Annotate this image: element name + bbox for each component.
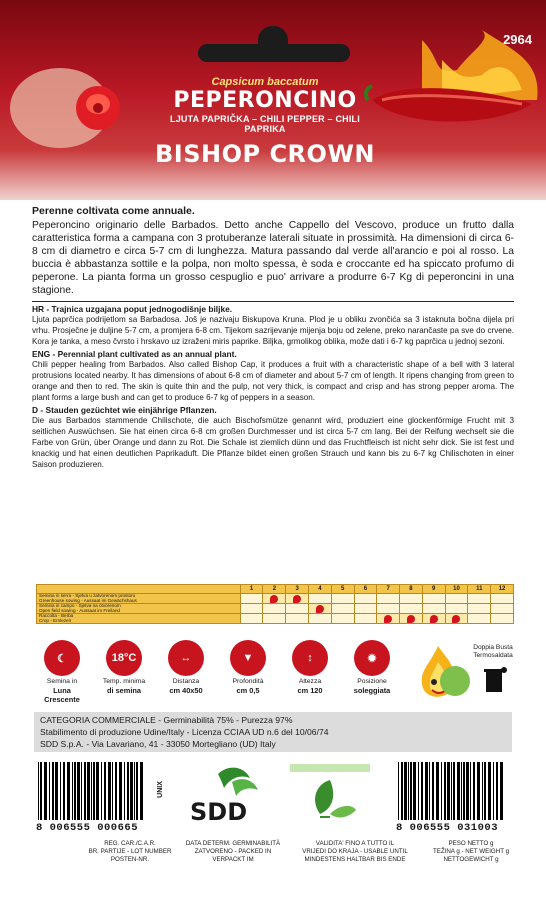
german-body: Die aus Barbados stammende Chilischote, die auch Bischofsmütze genannt wird, produziert eine glockenförmige Frucht mit 3 seitlichen Auswüchsen. Sie hat einen circa 6-8 cm großen Durchmesser und ist circa 5-7 cm lang. Bei der Reifung wechselt sie die Farbe von Grün, über Orange und dann zu Rot. Die Schale ist ziemlich dünn und das Fruchtfleisch ist nicht sehr dick. Sie ist fest und knackig und hat einen deutlichen Paprikaduft. Die Pflanze bildet einen großen Strauch und kann bis zu 6-7 kg Chilischoten in einer Saison produzieren. [32, 416, 514, 469]
hanger-slot [198, 44, 350, 62]
calendar-cell [377, 594, 400, 604]
spacing-icon: ↔ [168, 640, 204, 676]
calendar-month: 8 [400, 585, 423, 594]
barcode-bar [119, 762, 122, 820]
icon-value: cm 40x50 [169, 686, 203, 695]
calendar-cell [468, 604, 491, 614]
sun-icon: ✹ [354, 640, 390, 676]
calendar-month: 3 [286, 585, 309, 594]
icon-caption: Posizione [357, 678, 387, 685]
calendar-cell [240, 594, 263, 604]
barcode-bar [484, 762, 486, 820]
barcode-bar [488, 762, 491, 820]
growing-info-item [162, 640, 210, 695]
barcode-bar [127, 762, 129, 820]
calendar-row-label: Semina in serra - Sjetva u zatvorenom prostoru Greenhouse sowing - Aussaat im Gewächshaus [37, 594, 241, 604]
calendar-cell [491, 614, 514, 624]
calendar-month: 12 [491, 585, 514, 594]
calendar-cell [309, 604, 332, 614]
growing-info-item [38, 640, 86, 704]
calendar-cell [445, 604, 468, 614]
product-code: 2964 [503, 32, 532, 47]
barcode-bar [38, 762, 39, 820]
calendar-cell [468, 614, 491, 624]
chili-icon [293, 595, 301, 603]
calendar-month: 5 [331, 585, 354, 594]
growing-info-item [224, 640, 272, 695]
barcode-bar [496, 762, 498, 820]
barcode-bar [52, 762, 54, 820]
chili-icon [270, 595, 278, 603]
trash-bin-icon [480, 664, 510, 696]
barcode-bar [477, 762, 480, 820]
barcode-bar [96, 762, 99, 820]
icon-value: soleggiata [353, 686, 391, 695]
calendar-cell [400, 604, 423, 614]
calendar-cell [240, 604, 263, 614]
icon-caption: Temp. minima [102, 678, 146, 685]
barcode-bar [401, 762, 403, 820]
calendar-cell [354, 604, 377, 614]
calendar-cell [263, 604, 286, 614]
barcode-bar [441, 762, 442, 820]
calendar-cell [331, 614, 354, 624]
growing-icons [38, 640, 418, 706]
calendar-cell [445, 594, 468, 604]
barcode-bar [84, 762, 86, 820]
barcode-bar [482, 762, 483, 820]
calendar-month: 9 [422, 585, 445, 594]
barcode-bar [136, 762, 138, 820]
calendar-cell [377, 614, 400, 624]
calendar-month: 6 [354, 585, 377, 594]
variety-name: BISHOP CROWN [155, 140, 375, 168]
croatian-body: Ljuta paprčica podrijetlom sa Barbadosa. Još je nazivaju Biskupova Kruna. Plod je u obliku zvončića sa 3 istaknuta bočna dijela pri vrhu. Prosječne je duljine 5-7 cm, a promjera 6-8 cm. Tijekom sazrijevanje mijenja boju od zelene, preko narančaste pa sve do crvene. Kora je tanka, a meso čvrsto i hrskavo uz izraženi miris paprike. Biljka, grmolikog oblika, može dati i 6-7 kg paprčica u jednoj sezoni. [32, 315, 514, 346]
barcode-bar [77, 762, 80, 820]
barcode-bar [108, 762, 111, 820]
calendar-cell [240, 614, 263, 624]
calendar-cell [286, 594, 309, 604]
footer-usable: VALIDITA' FINO A TUTTO IL VRIJEDI DO KRAJA - USABLE UNTIL MINDESTENS HALTBAR BIS ENDE [302, 840, 408, 863]
barcode-bar [463, 762, 465, 820]
barcode-bar [408, 762, 409, 820]
thermometer-icon: 18°C [106, 640, 142, 676]
icon-caption: Altezza [298, 678, 322, 685]
italian-heading: Perenne coltivata come annuale. [32, 205, 195, 217]
calendar-cell [331, 594, 354, 604]
barcode-footer [0, 758, 546, 900]
barcode-right-number: 8 006555 031003 [396, 822, 499, 834]
barcode-bar [451, 762, 452, 820]
barcode-bar [104, 762, 106, 820]
calendar-cell [263, 614, 286, 624]
calendar-month: 1 [240, 585, 263, 594]
english-body: Chili pepper healing from Barbados. Also called Bishop Cap, it produces a fruit with a characteristic shape of a bell with 3 lateral protrusions located nearby. It has dimensions of about 6-8 cm of diameter and about 5-7 cm of length. It ripens changing from green to orange and then to red. The skin is quite thin and the pulp, not very thick, is compact and crisp and has strong pepper aroma. The plant forms a large bush and can get to produce 6-7 kg of peppers in a season. [32, 360, 514, 402]
barcode-bar [432, 762, 434, 820]
chili-icon [407, 615, 415, 623]
divider [32, 301, 514, 302]
barcode-bar [134, 762, 135, 820]
barcode-bar [130, 762, 133, 820]
barcode-bar [461, 762, 462, 820]
italian-body: Peperoncino originario delle Barbados. Detto anche Cappello del Vescovo, produce un frutto dalla caratteristica forma a campana con 3 protuberanze laterali situate in prossimità. Ha dimensioni di circa 6-8 cm di diametro e circa 5-7 cm di lunghezza. Matura passando dal verde all'arancio e poi al rosso. La buccia è abbastanza sottile e la polpa, non molto spessa, è soda e croccante ed ha spiccato profumo di peperone. La pianta forma un grosso cespuglio e puo' arrivare a produrre 6-7 Kg di peperoncini in una stagione. [32, 220, 514, 296]
icon-value: cm 120 [297, 686, 323, 695]
chili-flame-image [362, 30, 546, 140]
calendar-cell [309, 594, 332, 604]
growing-info-item [348, 640, 396, 695]
barcode-bar [470, 762, 471, 820]
barcode-bar [493, 762, 494, 820]
barcode-bar [473, 762, 475, 820]
barcode-bar [413, 762, 416, 820]
calendar-row-label: Raccolta - Berba Crop - Ernlezeit [37, 614, 241, 624]
icon-value: di semina [106, 686, 142, 695]
barcode-bar [124, 762, 125, 820]
barcode-bar [44, 762, 47, 820]
barcode-bar [398, 762, 399, 820]
unix-label: UNIX [156, 781, 164, 798]
organic-leaf-logo-icon [290, 764, 370, 830]
calendar-cell [422, 594, 445, 604]
barcode-bar [436, 762, 439, 820]
barcode-bar [101, 762, 102, 820]
product-subnames: LJUTA PAPRIČKA – CHILI PEPPER – CHILI PAPRIKA [170, 114, 360, 134]
barcode-right [396, 762, 506, 820]
height-icon: ↕ [292, 640, 328, 676]
calendar-cell [491, 604, 514, 614]
calendar-cell [445, 614, 468, 624]
calendar-row [37, 594, 514, 604]
icon-value: Luna Crescente [44, 686, 80, 704]
barcode-bar [429, 762, 430, 820]
info-line-3: SDD S.p.A. - Via Lavariano, 41 - 33050 Mortegliano (UD) Italy [40, 739, 276, 749]
footer-lot: REG. CAR./C.A.R. BR. PARTIJE - LOT NUMBER POSTEN-NR. [88, 840, 172, 863]
barcode-bar [447, 762, 450, 820]
calendar-row-label: Semina in campo - Sjetva na otvorenom Open field sowing - Aussaat im Freiland [37, 604, 241, 614]
calendar-month: 4 [309, 585, 332, 594]
icon-caption: Distanza [172, 678, 200, 685]
barcode-bar [140, 762, 143, 820]
barcode-bar [67, 762, 70, 820]
barcode-bar [72, 762, 73, 820]
calendar-cell [263, 594, 286, 604]
barcode-bar [40, 762, 42, 820]
barcode-bar [93, 762, 95, 820]
title-block [150, 76, 380, 168]
icon-caption: Semina in [46, 678, 78, 685]
barcode-left-number: 8 006555 000665 [36, 822, 139, 834]
info-line-2: Stabilimento di produzione Udine/Italy - Licenza CCIAA UD n.6 del 10/06/74 [40, 727, 329, 737]
calendar-cell [286, 604, 309, 614]
header-banner [0, 0, 546, 200]
growing-info-item [286, 640, 334, 695]
icon-caption: Profondità [232, 678, 264, 685]
barcode-bar [421, 762, 423, 820]
barcode-left [36, 762, 146, 820]
chili-icon [430, 615, 438, 623]
barcode-bar [87, 762, 90, 820]
barcode-bar [404, 762, 407, 820]
info-line-1: CATEGORIA COMMERCIALE - Germinabilità 75% - Purezza 97% [40, 715, 293, 725]
calendar-row [37, 604, 514, 614]
calendar-row [37, 614, 514, 624]
sowing-calendar [36, 584, 514, 624]
croatian-heading: HR - Trajnica uzgajana poput jednogodišnje biljke. [32, 304, 233, 314]
icon-value: cm 0,5 [236, 686, 260, 695]
barcode-bar [81, 762, 82, 820]
barcode-bar [112, 762, 113, 820]
barcode-bar [466, 762, 469, 820]
recycle-icon [440, 666, 470, 696]
barcode-bar [457, 762, 460, 820]
barcode-bar [444, 762, 446, 820]
calendar-cell [286, 614, 309, 624]
calendar-cell [400, 594, 423, 604]
barcode-bar [453, 762, 455, 820]
chili-icon [452, 615, 460, 623]
calendar-cell [422, 604, 445, 614]
hand-holding-pepper-image [0, 38, 150, 158]
barcode-bar [425, 762, 428, 820]
footer-weight: PESO NETTO g TEŽINA g - NET WEIGHT g NETTOGEWICHT g [432, 840, 510, 863]
calendar-cell [377, 604, 400, 614]
barcode-bar [91, 762, 92, 820]
barcode-bar [500, 762, 503, 820]
barcode-bar [60, 762, 61, 820]
calendar-month: 2 [263, 585, 286, 594]
calendar-cell [354, 594, 377, 604]
barcode-bar [115, 762, 117, 820]
growing-info-item [100, 640, 148, 695]
calendar-cell [491, 594, 514, 604]
barcode-bar [418, 762, 419, 820]
barcode-bar [55, 762, 58, 820]
calendar-cell [400, 614, 423, 624]
commercial-info [34, 712, 512, 752]
barcode-bar [410, 762, 412, 820]
brand-name: SDD [190, 798, 248, 826]
calendar-cell [309, 614, 332, 624]
calendar-month: 7 [377, 585, 400, 594]
calendar-cell [468, 594, 491, 604]
german-heading: D - Stauden gezüchtet wie einjährige Pflanzen. [32, 405, 217, 415]
english-heading: ENG - Perennial plant cultivated as an annual plant. [32, 349, 237, 359]
calendar-cell [331, 604, 354, 614]
latin-name: Capsicum baccatum [211, 76, 319, 88]
calendar-month: 10 [445, 585, 468, 594]
depth-icon: ▼ [230, 640, 266, 676]
product-name: PEPERONCINO [173, 88, 357, 113]
chili-icon [384, 615, 392, 623]
description-area [0, 205, 546, 470]
calendar-cell [422, 614, 445, 624]
double-bag-label: Doppia Busta Termosaldata [473, 644, 513, 659]
chili-icon [316, 605, 324, 613]
barcode-bar [49, 762, 50, 820]
calendar-month: 11 [468, 585, 491, 594]
barcode-bar [63, 762, 65, 820]
moon-icon: ☾ [44, 640, 80, 676]
barcode-bar [74, 762, 76, 820]
calendar-cell [354, 614, 377, 624]
footer-packed: DATA DETERM. GERMINABILITÀ ZATVORENO - PACKED IN VERPACKT IM [185, 840, 281, 863]
